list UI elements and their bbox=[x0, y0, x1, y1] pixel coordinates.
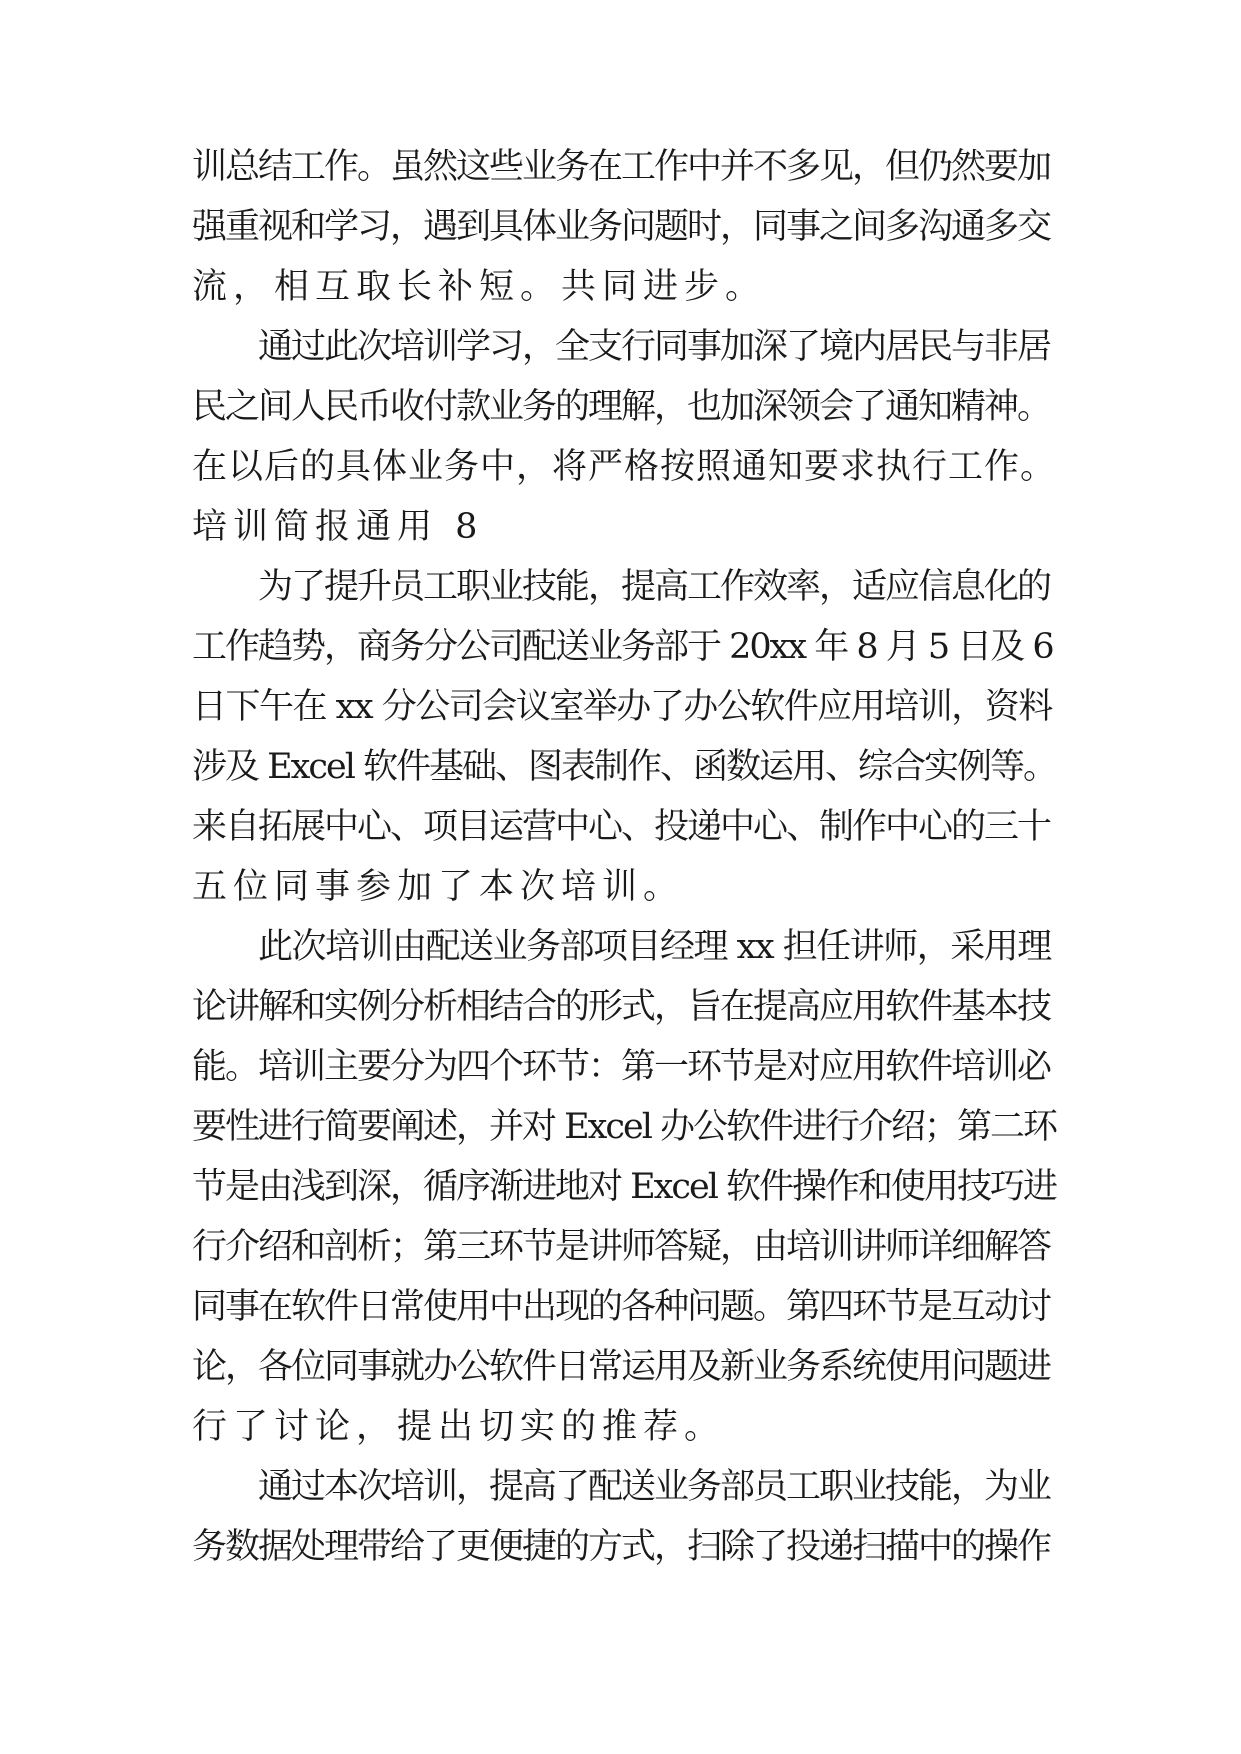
paragraph-line: 强重视和学习，遇到具体业务问题时，同事之间多沟通多交 bbox=[192, 207, 1051, 247]
paragraph-line: 行了讨论，提出切实的推荐。 bbox=[192, 1407, 726, 1447]
paragraph-line: 论，各位同事就办公软件日常运用及新业务系统使用问题进 bbox=[192, 1347, 1051, 1387]
paragraph-line: 训总结工作。虽然这些业务在工作中并不多见，但仍然要加 bbox=[192, 147, 1051, 187]
paragraph-line: 在以后的具体业务中，将严格按照通知要求执行工作。 bbox=[192, 447, 1057, 487]
paragraph-line: 五位同事参加了本次培训。 bbox=[192, 867, 685, 907]
paragraph-line: 流，相互取长补短。共同进步。 bbox=[192, 267, 767, 307]
paragraph-line: 能。培训主要分为四个环节：第一环节是对应用软件培训必 bbox=[192, 1047, 1051, 1087]
paragraph-line: 务数据处理带给了更便捷的方式，扫除了投递扫描中的操作 bbox=[192, 1527, 1051, 1567]
paragraph-line: 涉及 Excel 软件基础、图表制作、函数运用、综合实例等。 bbox=[192, 747, 1057, 787]
paragraph-line: 民之间人民币收付款业务的理解，也加深领会了通知精神。 bbox=[192, 387, 1051, 427]
paragraph-line: 通过此次培训学习，全支行同事加深了境内居民与非居 bbox=[258, 327, 1051, 367]
paragraph-line: 通过本次培训，提高了配送业务部员工职业技能，为业 bbox=[258, 1467, 1051, 1507]
paragraph-line: 要性进行简要阐述，并对 Excel 办公软件进行介绍；第二环 bbox=[192, 1107, 1057, 1147]
section-heading: 培训简报通用 8 bbox=[192, 507, 484, 547]
paragraph-line: 同事在软件日常使用中出现的各种问题。第四环节是互动讨 bbox=[192, 1287, 1051, 1327]
paragraph-line: 来自拓展中心、项目运营中心、投递中心、制作中心的三十 bbox=[192, 807, 1051, 847]
paragraph-line: 论讲解和实例分析相结合的形式，旨在提高应用软件基本技 bbox=[192, 987, 1051, 1027]
paragraph-line: 日下午在 xx 分公司会议室举办了办公软件应用培训，资料 bbox=[192, 687, 1052, 727]
paragraph-line: 节是由浅到深，循序渐进地对 Excel 软件操作和使用技巧进 bbox=[192, 1167, 1057, 1207]
paragraph-line: 为了提升员工职业技能，提高工作效率，适应信息化的 bbox=[258, 567, 1051, 607]
paragraph-line: 行介绍和剖析；第三环节是讲师答疑，由培训讲师详细解答 bbox=[192, 1227, 1051, 1267]
paragraph-line: 此次培训由配送业务部项目经理 xx 担任讲师，采用理 bbox=[258, 927, 1051, 967]
paragraph-line: 工作趋势，商务分公司配送业务部于 20xx 年 8 月 5 日及 6 bbox=[192, 627, 1053, 667]
